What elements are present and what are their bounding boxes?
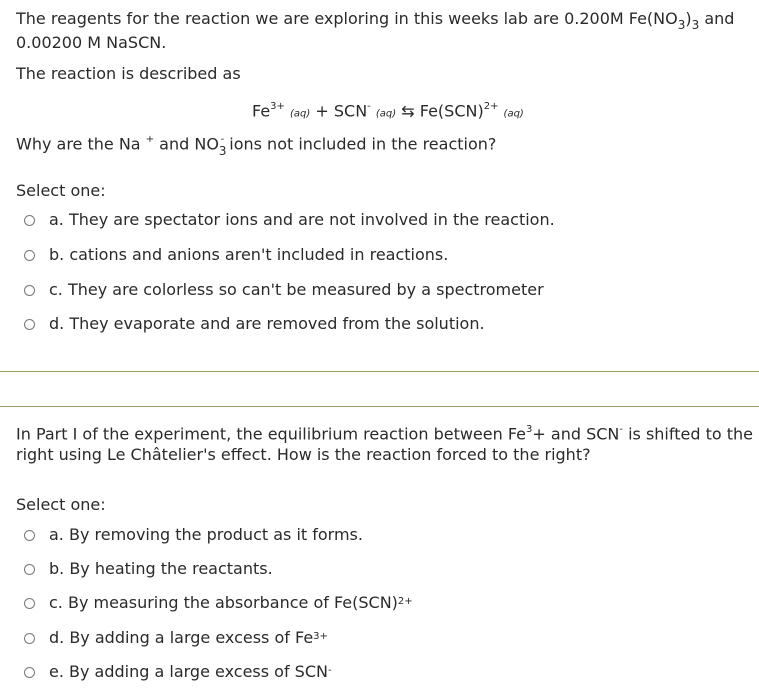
eq-state: (aq)	[290, 108, 311, 120]
q2-scn-charge: -	[619, 424, 623, 435]
radio-button-icon[interactable]	[24, 667, 35, 678]
eq-product-charge: 2+	[483, 101, 499, 112]
q2-text-line-1	[16, 420, 753, 445]
q2-option-e-charge: -	[327, 665, 332, 676]
radio-button-icon[interactable]	[24, 285, 35, 296]
q1-no3-charge: -	[220, 134, 225, 145]
q1-sub: 3	[677, 18, 686, 33]
q1-text-line-3: The reaction is described as	[16, 64, 241, 83]
q2-option-label: c. By measuring the absorbance of Fe(SCN)	[49, 593, 398, 612]
q1-option-b[interactable]	[24, 244, 448, 266]
q1-option-a[interactable]	[24, 209, 555, 231]
q1-option-c[interactable]	[24, 279, 544, 301]
q2-option-c-charge: 2+	[397, 596, 413, 607]
eq-state: (aq)	[375, 108, 397, 120]
radio-button-icon[interactable]	[24, 215, 35, 226]
radio-button-icon[interactable]	[24, 598, 35, 609]
q1-option-label: d. They evaporate and are removed from the solution.	[49, 314, 485, 333]
q1-select-label: Select one:	[16, 181, 106, 200]
radio-button-icon[interactable]	[24, 319, 35, 330]
q2-option-c[interactable]	[24, 592, 413, 614]
q2-select-label: Select one:	[16, 495, 106, 514]
eq-fe: Fe	[252, 101, 271, 121]
q2-text-line-2: right using Le Châtelier's effect. How is the reaction forced to the right?	[16, 445, 591, 464]
q2-option-e[interactable]	[24, 661, 332, 683]
reaction-equation	[252, 97, 524, 125]
q1-sub: 3	[691, 18, 700, 33]
q2-text-part: + and SCN	[532, 424, 620, 444]
radio-button-icon[interactable]	[24, 633, 35, 644]
q1-na-charge: +	[145, 134, 155, 145]
radio-button-icon[interactable]	[24, 250, 35, 261]
radio-button-icon[interactable]	[24, 530, 35, 541]
q2-option-d[interactable]	[24, 627, 328, 649]
q2-option-label: a. By removing the product as it forms.	[49, 525, 363, 544]
eq-scn-charge: -	[367, 101, 371, 112]
q2-option-d-charge: 3+	[313, 631, 328, 642]
q1-text-line-2: 0.00200 M NaSCN.	[16, 33, 167, 52]
q1-option-label: a. They are spectator ions and are not involved in the reaction.	[49, 210, 555, 229]
eq-state: (aq)	[503, 108, 524, 120]
q2-option-a[interactable]	[24, 524, 363, 546]
q1-text-part: The reagents for the reaction we are exploring in this weeks lab are 0.200M Fe(NO	[16, 9, 678, 28]
eq-scn: + SCN	[310, 101, 368, 121]
q1-option-d[interactable]	[24, 313, 485, 335]
q1-no3-sub: 3	[218, 143, 227, 158]
q1-question-part: Why are the Na	[16, 134, 146, 154]
q1-option-label: b. cations and anions aren't included in reactions.	[49, 245, 449, 264]
q2-option-label: b. By heating the reactants.	[49, 559, 273, 578]
q2-option-b[interactable]	[24, 558, 273, 580]
q2-option-label: d. By adding a large excess of Fe	[49, 628, 314, 647]
q1-text-part: )	[685, 9, 692, 28]
q2-option-label: e. By adding a large excess of SCN	[49, 662, 328, 681]
q1-question-part: ions not included in the reaction?	[224, 134, 497, 154]
q2-text-part: In Part I of the experiment, the equilibrium reaction between Fe	[16, 424, 527, 444]
question-separator	[0, 371, 759, 407]
q2-fe-charge: 3	[526, 424, 533, 435]
q1-text-part: and	[699, 9, 735, 28]
q1-option-label: c. They are colorless so can't be measured by a spectrometer	[49, 280, 544, 299]
q1-question	[16, 130, 496, 161]
equilibrium-arrow-icon: ⇆	[401, 101, 415, 121]
eq-product: Fe(SCN)	[419, 101, 484, 121]
radio-button-icon[interactable]	[24, 564, 35, 575]
q2-text-part: is shifted to the	[622, 424, 753, 444]
q1-question-part: and NO	[154, 134, 219, 154]
eq-fe-charge: 3+	[270, 101, 285, 112]
